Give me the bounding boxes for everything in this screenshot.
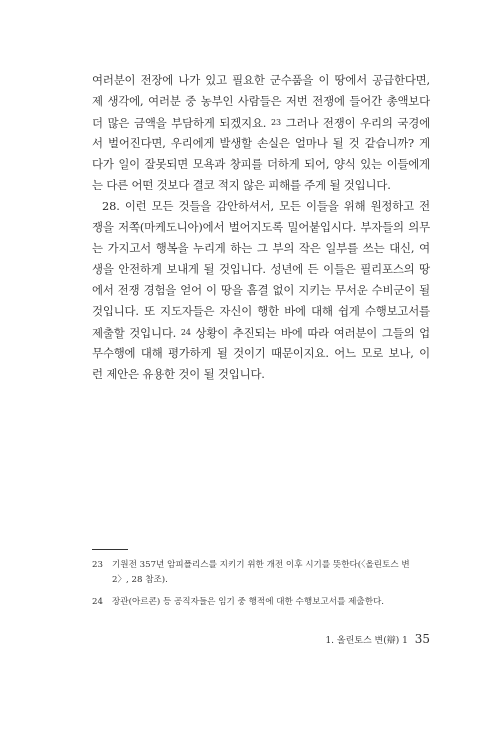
footnotes xyxy=(92,558,430,610)
text-segment: 28. 이런 모든 것들을 감안하셔서, 모든 이들을 위해 원정하고 전 xyxy=(102,199,430,213)
text-line: 다가 일이 잘못되면 모욕과 창피를 더하게 되어, 양식 있는 이들에게 xyxy=(92,157,430,171)
text-line xyxy=(92,112,430,133)
footnote-divider xyxy=(92,549,128,550)
footnote-23 xyxy=(92,558,430,573)
text-line: 는 다른 어떤 것보다 결코 적지 않은 피해를 주게 될 것입니다. xyxy=(92,178,391,192)
footnote-marker: 24 xyxy=(180,328,191,337)
text-line: 것입니다. 또 지도자들은 자신이 행한 바에 대해 쉽게 수행보고서를 xyxy=(92,304,430,318)
footnote-marker: 23 xyxy=(271,118,281,127)
paragraph-28-start xyxy=(92,196,430,217)
text-line: 제 생각에, 여러분 중 농부인 사람들은 저번 전쟁에 들어간 총액보다 xyxy=(92,94,430,108)
page-footer xyxy=(325,632,430,646)
body-text xyxy=(92,70,430,385)
page-number: 35 xyxy=(414,632,430,646)
footnote-text: 기원전 357년 암피폴리스를 지키기 위한 개전 이후 시기를 뜻한다(〈올린토스 변 xyxy=(112,560,410,570)
footnote-24 xyxy=(92,595,430,610)
footnote-number: 23 xyxy=(92,560,103,570)
footnote-text: 장관(아르콘) 등 공직자들은 임기 중 행적에 대한 수행보고서를 제출한다. xyxy=(112,597,385,607)
text-line: 런 제안은 유용한 것이 될 것입니다. xyxy=(92,367,265,381)
text-line: 여러분이 전장에 나가 있고 필요한 군수품을 이 땅에서 공급한다면, xyxy=(92,73,430,87)
text-line xyxy=(92,322,430,343)
text-segment: 제출할 것입니다. xyxy=(92,326,177,340)
text-segment: 더 많은 금액을 부담하게 되겠지요. xyxy=(92,116,267,130)
text-line: 에서 전쟁 경험을 얻어 이 땅을 흠결 없이 지키는 무서운 수비군이 될 xyxy=(92,283,430,297)
footnote-23-continued xyxy=(92,573,430,588)
text-line: 생을 안전하게 보내게 될 것입니다. 성년에 든 이들은 필리포스의 땅 xyxy=(92,262,430,276)
text-line: 서 벌어진다면, 우리에게 발생할 손실은 얼마나 될 것 같습니까? 게 xyxy=(92,136,430,150)
text-line: 는 가지고서 행복을 누리게 하는 그 부의 작은 일부를 쓰는 대신, 여 xyxy=(92,241,430,255)
text-line: 쟁을 저쪽(마케도니아)에서 벌어지도록 밀어붙입시다. 부자들의 의무 xyxy=(92,220,430,234)
running-title: 1. 올린토스 변(辯) 1 xyxy=(325,636,408,646)
text-line: 무수행에 대해 평가하게 될 것이기 때문이지요. 어느 모로 보나, 이 xyxy=(92,346,430,360)
text-segment: 그러나 전쟁이 우리의 국경에 xyxy=(285,116,430,130)
footnote-text: 2〉, 28 참조). xyxy=(112,575,168,585)
footnote-number: 24 xyxy=(92,597,103,607)
text-segment: 상황이 추진되는 바에 따라 여러분이 그들의 업 xyxy=(195,326,430,340)
